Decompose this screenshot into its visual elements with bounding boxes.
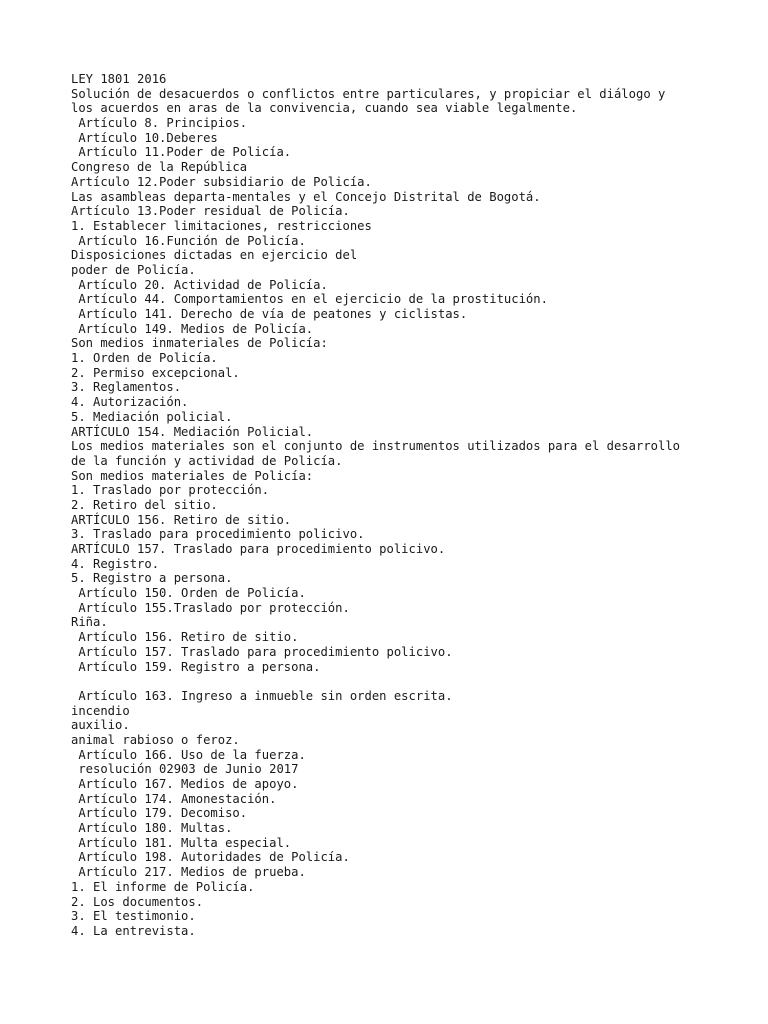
document-line: Artículo 198. Autoridades de Policía. [71,850,350,865]
document-line: animal rabioso o feroz. [71,732,240,747]
document-line: 5. Mediación policial. [71,409,233,424]
document-line [71,674,751,689]
document-line: Artículo 163. Ingreso a inmueble sin orden escrita. [71,688,453,703]
document-line: 2. Los documentos. [71,894,204,909]
document-line: 3. Reglamentos. [71,380,182,395]
document-line: ARTÍCULO 157. Traslado para procedimiento policivo. [71,542,446,556]
document-line: 4. Autorización. [71,395,189,410]
document-line: 3. El testimonio. [71,909,196,924]
document-line: ARTÍCULO 156. Retiro de sitio. [71,512,292,527]
document-line: Artículo 11.Poder de Policía. [71,145,292,160]
document-line: Artículo 181. Multa especial. [71,835,292,850]
document-line: Artículo 20. Actividad de Policía. [71,277,328,292]
document-line: auxilio. [71,718,130,733]
document-line: Artículo 167. Medios de apoyo. [71,777,299,791]
document-line: Disposiciones dictadas en ejercicio del [71,248,358,263]
document-line: Artículo 156. Retiro de sitio. [71,630,299,645]
document-line: 2. Retiro del sitio. [71,497,218,512]
document-line: de la función y actividad de Policía. [71,453,343,468]
document-line: ARTÍCULO 154. Mediación Policial. [71,424,314,439]
document-line: Artículo 180. Multas. [71,821,233,836]
document-line: Las asambleas departa-mentales y el Concejo Distrital de Bogotá. [71,189,541,204]
document-line: Artículo 174. Amonestación. [71,791,277,806]
document-line: 4. La entrevista. [71,923,196,938]
document-line: Artículo 149. Medios de Policía. [71,321,314,336]
document-line: Artículo 166. Uso de la fuerza. [71,747,306,762]
document-line: Artículo 12.Poder subsidiario de Policía. [71,174,372,189]
document-line: 1. Establecer limitaciones, restricciones [71,218,372,233]
document-line: Artículo 217. Medios de prueba. [71,865,306,880]
document-line: Artículo 150. Orden de Policía. [71,586,306,601]
document-line: Riña. [71,615,108,630]
document-line: Los medios materiales son el conjunto de instrumentos utilizados para el desarrollo [71,439,681,454]
document-line: 3. Traslado para procedimiento policivo. [71,527,365,542]
document-line: poder de Policía. [71,262,196,277]
document-line: 2. Permiso excepcional. [71,365,240,380]
document-line: Artículo 13.Poder residual de Policía. [71,204,350,219]
document-line: incendio [71,703,130,718]
document-line: Artículo 8. Principios. [71,116,248,131]
document-line: 1. El informe de Policía. [71,879,255,894]
document-line: Artículo 10.Deberes [71,130,218,145]
document-line: Son medios inmateriales de Policía: [71,336,328,351]
document-line: Artículo 141. Derecho de vía de peatones y ciclistas. [71,307,468,321]
document-line: los acuerdos en aras de la convivencia, cuando sea viable legalmente. [71,101,578,116]
document-line: 1. Traslado por protección. [71,483,270,498]
document-line: Artículo 179. Decomiso. [71,806,248,821]
document-line: Artículo 159. Registro a persona. [71,659,321,674]
document-line: Artículo 16.Función de Policía. [71,233,306,248]
document-line: 5. Registro a persona. [71,571,233,586]
document-line: Son medios materiales de Policía: [71,468,314,483]
document-line: Artículo 44. Comportamientos en el ejercicio de la prostitución. [71,292,548,307]
document-line: Artículo 157. Traslado para procedimiento policivo. [71,644,453,659]
document-line: 4. Registro. [71,556,160,571]
document-line: Solución de desacuerdos o conflictos entre particulares, y propiciar el diálogo y [71,86,666,101]
document-body [71,72,751,939]
document-line: LEY 1801 2016 [71,72,167,86]
document-line: 1. Orden de Policía. [71,351,218,366]
document-line: resolución 02903 de Junio 2017 [71,762,299,777]
document-line: Artículo 155.Traslado por protección. [71,600,350,615]
document-line: Congreso de la República [71,160,248,175]
